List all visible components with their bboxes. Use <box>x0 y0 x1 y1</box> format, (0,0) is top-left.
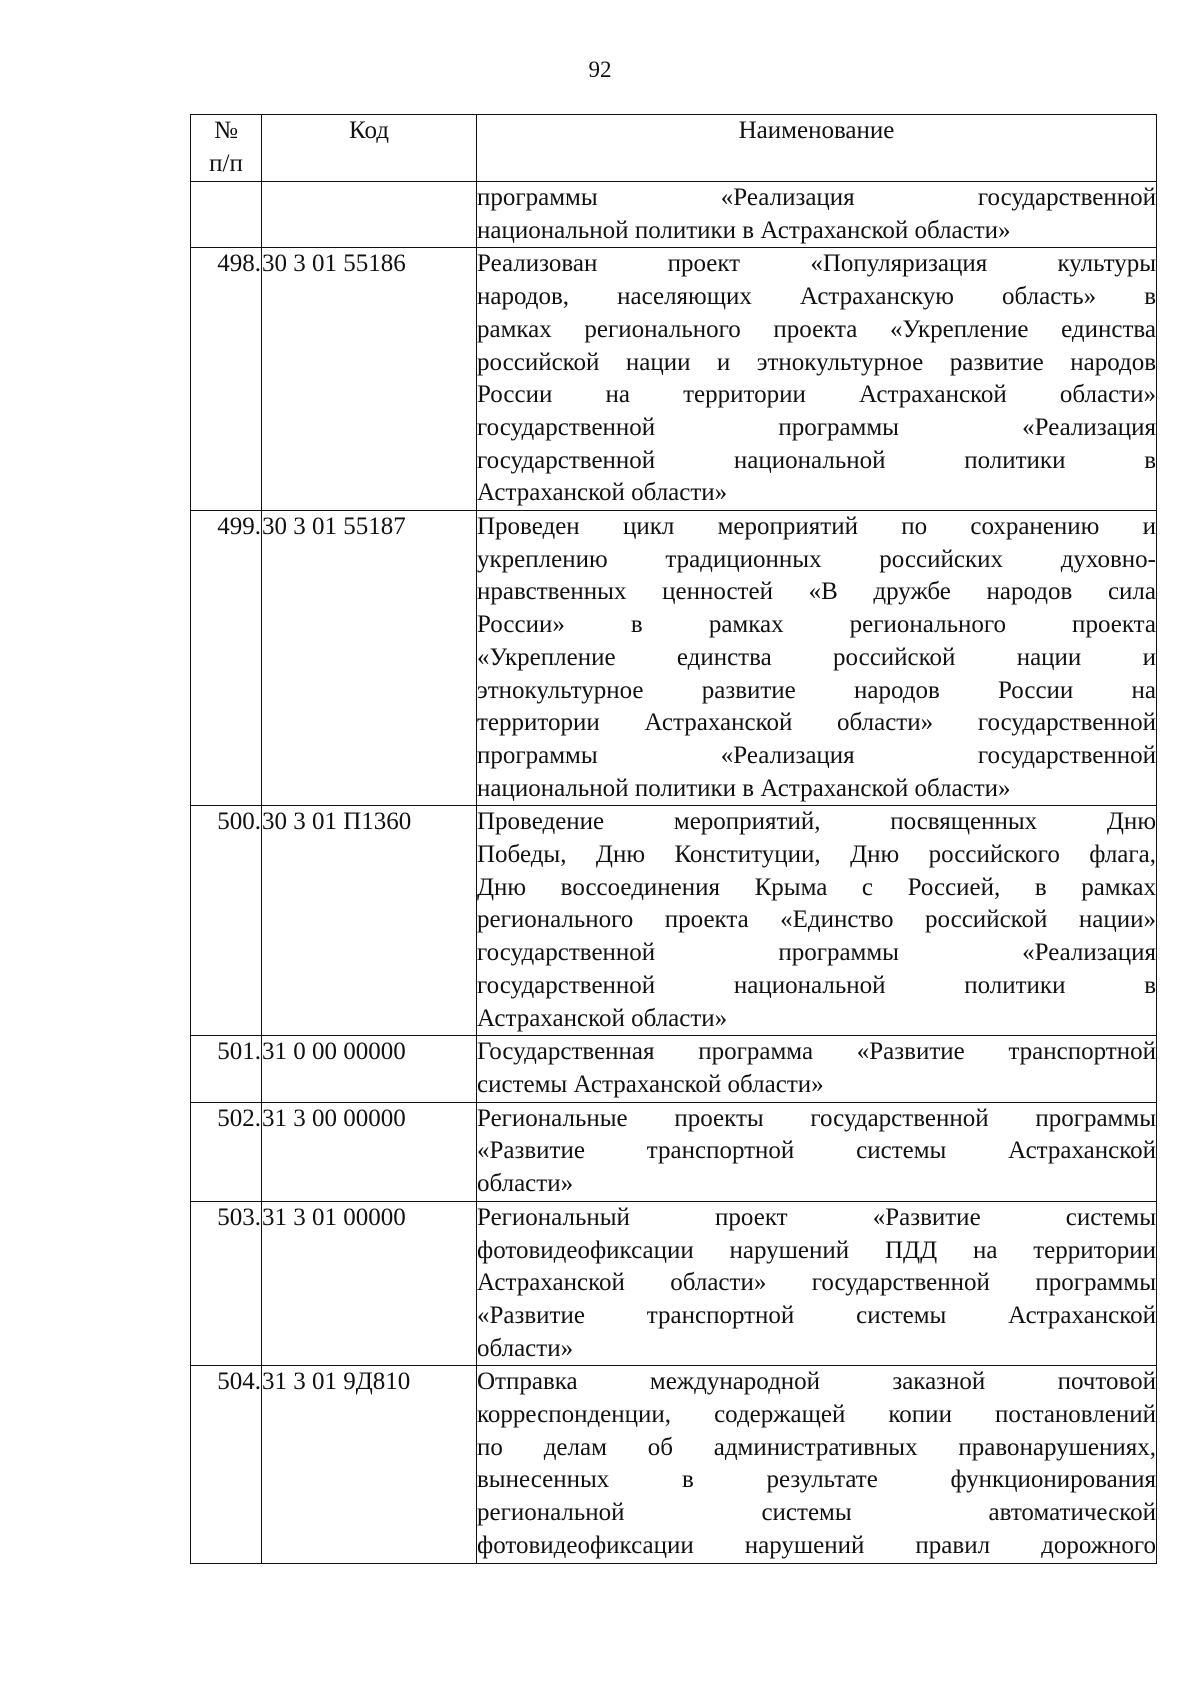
name-line: российской нации и этнокультурное развитие народов <box>477 348 1156 376</box>
row-number: 498. <box>191 248 262 511</box>
name-line: этнокультурное развитие народов России на <box>477 676 1156 704</box>
name-line: народов, населяющих Астраханскую область» в <box>477 283 1156 311</box>
name-line: Астраханской области» <box>477 479 728 507</box>
name-line: Государственная программа «Развитие транспортной <box>477 1038 1156 1066</box>
row-code: 30 3 01 55187 <box>262 511 477 806</box>
header-code: Код <box>262 115 477 182</box>
name-line: Отправка международной заказной почтовой <box>477 1368 1156 1396</box>
name-line: Астраханской области» государственной программы <box>477 1269 1156 1297</box>
name-line: Дню воссоединения Крыма с Россией, в рамках <box>477 873 1156 901</box>
name-line: территории Астраханской области» государственной <box>477 709 1156 737</box>
table-row <box>191 511 1157 806</box>
name-line: национальной политики в Астраханской области» <box>477 216 1011 244</box>
row-code: 30 3 01 55186 <box>262 248 477 511</box>
name-line: системы Астраханской области» <box>477 1070 824 1098</box>
name-line: государственной программы «Реализация <box>477 939 1156 967</box>
row-name <box>477 806 1157 1036</box>
row-name <box>477 1366 1157 1563</box>
name-line: Победы, Дню Конституции, Дню российского флага, <box>477 841 1156 869</box>
name-line: рамках регионального проекта «Укрепление единства <box>477 315 1156 343</box>
name-line: Региональные проекты государственной программы <box>477 1104 1156 1132</box>
name-line: укреплению традиционных российских духовно- <box>477 545 1156 573</box>
row-name <box>477 182 1157 248</box>
row-name <box>477 1102 1157 1201</box>
row-code: 31 3 01 9Д810 <box>262 1366 477 1563</box>
row-number <box>191 182 262 248</box>
row-name <box>477 1201 1157 1366</box>
row-name <box>477 1036 1157 1102</box>
name-line: государственной национальной политики в <box>477 446 1156 474</box>
name-line: программы «Реализация государственной <box>477 184 1156 211</box>
name-line: Региональный проект «Развитие системы <box>477 1203 1156 1231</box>
row-code: 30 3 01 П1360 <box>262 806 477 1036</box>
row-number: 499. <box>191 511 262 806</box>
row-number: 504. <box>191 1366 262 1563</box>
name-line: фотовидеофиксации нарушений правил дорожного <box>477 1531 1156 1559</box>
row-number: 502. <box>191 1102 262 1201</box>
table-row <box>191 248 1157 511</box>
table-row <box>191 182 1157 248</box>
name-line: Астраханской области» <box>477 1004 728 1032</box>
row-code <box>262 182 477 248</box>
header-name: Наименование <box>477 115 1157 182</box>
table-body <box>191 182 1157 1564</box>
name-line: национальной политики в Астраханской области» <box>477 774 1011 802</box>
name-line: «Развитие транспортной системы Астраханской <box>477 1301 1156 1329</box>
name-line: программы «Реализация государственной <box>477 741 1156 769</box>
name-line: Проведение мероприятий, посвященных Дню <box>477 808 1156 836</box>
row-number: 501. <box>191 1036 262 1102</box>
name-line: России на территории Астраханской области» <box>477 381 1156 409</box>
table-row <box>191 1102 1157 1201</box>
name-line: области» <box>477 1170 574 1198</box>
name-line: России» в рамках регионального проекта <box>477 611 1156 639</box>
name-line: государственной программы «Реализация <box>477 413 1156 441</box>
name-line: регионального проекта «Единство российской нации» <box>477 906 1156 934</box>
name-line: фотовидеофиксации нарушений ПДД на территории <box>477 1236 1156 1264</box>
name-line: корреспонденции, содержащей копии постановлений <box>477 1401 1156 1429</box>
table-row <box>191 1366 1157 1563</box>
row-name <box>477 248 1157 511</box>
name-line: Реализован проект «Популяризация культуры <box>477 250 1156 278</box>
row-code: 31 0 00 00000 <box>262 1036 477 1102</box>
table-row <box>191 1201 1157 1366</box>
name-line: области» <box>477 1334 574 1362</box>
header-number <box>191 115 262 182</box>
page-number: 92 <box>588 57 612 82</box>
name-line: по делам об административных правонарушениях, <box>477 1433 1156 1461</box>
document-table <box>190 114 1157 1564</box>
row-code: 31 3 01 00000 <box>262 1201 477 1366</box>
table-row <box>191 806 1157 1036</box>
name-line: нравственных ценностей «В дружбе народов сила <box>477 578 1156 606</box>
row-code: 31 3 00 00000 <box>262 1102 477 1201</box>
header-number-abbrev: п/п <box>209 149 243 177</box>
name-line: вынесенных в результате функционирования <box>477 1466 1156 1494</box>
row-name <box>477 511 1157 806</box>
name-line: «Укрепление единства российской нации и <box>477 643 1156 671</box>
row-number: 503. <box>191 1201 262 1366</box>
name-line: региональной системы автоматической <box>477 1499 1156 1527</box>
name-line: «Развитие транспортной системы Астраханской <box>477 1137 1156 1165</box>
table-row <box>191 1036 1157 1102</box>
row-number: 500. <box>191 806 262 1036</box>
table-header-row <box>191 115 1157 182</box>
header-number-symbol: № <box>214 117 238 144</box>
name-line: Проведен цикл мероприятий по сохранению и <box>477 513 1156 541</box>
name-line: государственной национальной политики в <box>477 971 1156 999</box>
